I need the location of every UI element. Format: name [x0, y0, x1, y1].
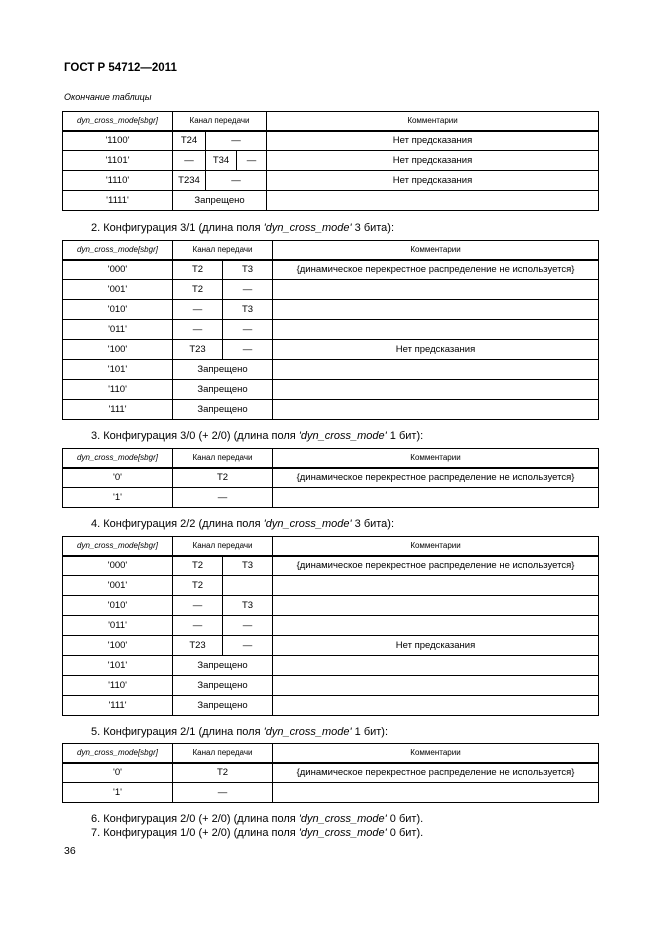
cell-comment — [273, 488, 599, 508]
table-row — [63, 636, 599, 656]
cell-comment — [267, 191, 599, 211]
cell-channel: — — [173, 300, 223, 320]
cell-channel: — — [223, 280, 273, 300]
table-config-3-1 — [62, 240, 599, 420]
page-number: 36 — [64, 845, 76, 857]
section-2-heading: 2. Конфигурация 3/1 (длина поля 'dyn_cross_mode' 3 бита): — [91, 222, 395, 234]
cell-comment — [273, 320, 599, 340]
cell-channel: T3 — [223, 260, 273, 280]
cell-channel: T23 — [173, 340, 223, 360]
cell-channel: — — [206, 131, 267, 151]
cell-mode: '100' — [63, 636, 173, 656]
section-3-heading: 3. Конфигурация 3/0 (+ 2/0) (длина поля 'dyn_cross_mode' 1 бит): — [91, 430, 424, 442]
cell-mode: '0' — [63, 468, 173, 488]
cell-channel: — — [223, 616, 273, 636]
cell-comment — [273, 300, 599, 320]
header-channel: Канал передачи — [173, 112, 267, 131]
header-mode: dyn_cross_mode[sbgr] — [63, 241, 173, 260]
cell-channel: — — [223, 636, 273, 656]
cell-mode: '101' — [63, 656, 173, 676]
cell-comment — [273, 596, 599, 616]
table-row — [63, 656, 599, 676]
table-row — [63, 488, 599, 508]
header-comments: Комментарии — [267, 112, 599, 131]
header-channel: Канал передачи — [173, 449, 273, 468]
cell-comment — [273, 576, 599, 596]
cell-channel: T2 — [173, 280, 223, 300]
cell-channel: — — [173, 151, 206, 171]
cell-channel: — — [237, 151, 267, 171]
header-channel: Канал передачи — [173, 537, 273, 556]
cell-channel: — — [173, 320, 223, 340]
cell-channel: T2 — [173, 763, 273, 783]
cell-channel: T2 — [173, 260, 223, 280]
table-row — [63, 300, 599, 320]
header-mode: dyn_cross_mode[sbgr] — [63, 112, 173, 131]
cell-mode: '0' — [63, 763, 173, 783]
table-row — [63, 763, 599, 783]
cell-mode: '100' — [63, 340, 173, 360]
cell-comment: Нет предсказания — [267, 131, 599, 151]
cell-channel: Запрещено — [173, 400, 273, 420]
cell-channel: — — [173, 616, 223, 636]
cell-channel: — — [173, 488, 273, 508]
table-row — [63, 320, 599, 340]
cell-channel: T3 — [223, 556, 273, 576]
cell-comment — [273, 783, 599, 803]
cell-comment — [273, 400, 599, 420]
cell-mode: '1111' — [63, 191, 173, 211]
cell-mode: '011' — [63, 616, 173, 636]
cell-comment — [273, 360, 599, 380]
document-standard-title: ГОСТ Р 54712—2011 — [64, 62, 177, 74]
table-row — [63, 676, 599, 696]
cell-channel: T3 — [223, 300, 273, 320]
table-row — [63, 696, 599, 716]
cell-mode: '000' — [63, 556, 173, 576]
cell-mode: '1' — [63, 783, 173, 803]
cell-channel: Запрещено — [173, 696, 273, 716]
cell-channel: T34 — [206, 151, 237, 171]
cell-comment — [273, 676, 599, 696]
header-channel: Канал передачи — [173, 241, 273, 260]
table-row — [63, 340, 599, 360]
cell-channel: T24 — [173, 131, 206, 151]
table-row — [63, 260, 599, 280]
header-mode: dyn_cross_mode[sbgr] — [63, 744, 173, 763]
table-row — [63, 616, 599, 636]
cell-mode: '111' — [63, 400, 173, 420]
cell-channel: T2 — [173, 556, 223, 576]
cell-channel: T2 — [173, 468, 273, 488]
cell-channel: T3 — [223, 596, 273, 616]
header-channel: Канал передачи — [173, 744, 273, 763]
cell-channel: T234 — [173, 171, 206, 191]
cell-channel: Запрещено — [173, 191, 267, 211]
table-row — [63, 280, 599, 300]
table-row — [63, 783, 599, 803]
cell-mode: '111' — [63, 696, 173, 716]
cell-mode: '000' — [63, 260, 173, 280]
cell-mode: '1101' — [63, 151, 173, 171]
section-4-heading: 4. Конфигурация 2/2 (длина поля 'dyn_cross_mode' 3 бита): — [91, 518, 395, 530]
cell-mode: '110' — [63, 380, 173, 400]
cell-comment — [273, 696, 599, 716]
cell-mode: '101' — [63, 360, 173, 380]
header-comments: Комментарии — [273, 744, 599, 763]
cell-mode: '010' — [63, 300, 173, 320]
table-row — [63, 131, 599, 151]
section-5-heading: 5. Конфигурация 2/1 (длина поля 'dyn_cross_mode' 1 бит): — [91, 726, 389, 738]
table-row — [63, 576, 599, 596]
cell-comment — [273, 656, 599, 676]
cell-channel: — — [206, 171, 267, 191]
cell-comment: Нет предсказания — [267, 151, 599, 171]
header-mode: dyn_cross_mode[sbgr] — [63, 449, 173, 468]
cell-comment — [273, 280, 599, 300]
cell-comment: {динамическое перекрестное распределение не используется} — [273, 260, 599, 280]
table-row — [63, 191, 599, 211]
table-row — [63, 380, 599, 400]
cell-comment: Нет предсказания — [273, 636, 599, 656]
table-config-2-2 — [62, 536, 599, 716]
cell-channel: Запрещено — [173, 380, 273, 400]
section-7-text: 7. Конфигурация 1/0 (+ 2/0) (длина поля 'dyn_cross_mode' 0 бит). — [91, 827, 424, 839]
header-comments: Комментарии — [273, 537, 599, 556]
table-config-2-1 — [62, 743, 599, 803]
cell-mode: '110' — [63, 676, 173, 696]
table-row — [63, 556, 599, 576]
cell-channel: — — [173, 783, 273, 803]
cell-mode: '1100' — [63, 131, 173, 151]
cell-comment: {динамическое перекрестное распределение не используется} — [273, 468, 599, 488]
section-6-text: 6. Конфигурация 2/0 (+ 2/0) (длина поля 'dyn_cross_mode' 0 бит). — [91, 813, 424, 825]
cell-channel: — — [173, 596, 223, 616]
cell-channel: T2 — [173, 576, 223, 596]
header-comments: Комментарии — [273, 241, 599, 260]
cell-mode: '1' — [63, 488, 173, 508]
cell-channel: — — [223, 320, 273, 340]
cell-mode: '010' — [63, 596, 173, 616]
cell-comment: Нет предсказания — [273, 340, 599, 360]
table-row — [63, 151, 599, 171]
cell-comment — [273, 616, 599, 636]
cell-mode: '1110' — [63, 171, 173, 191]
cell-channel: Запрещено — [173, 656, 273, 676]
cell-mode: '001' — [63, 576, 173, 596]
cell-channel: Запрещено — [173, 676, 273, 696]
table-row — [63, 360, 599, 380]
cell-mode: '001' — [63, 280, 173, 300]
table-row — [63, 400, 599, 420]
cell-channel: T23 — [173, 636, 223, 656]
table-row — [63, 596, 599, 616]
cell-channel — [223, 576, 273, 596]
table-row — [63, 468, 599, 488]
table-row — [63, 171, 599, 191]
table-continuation-label: Окончание таблицы — [64, 92, 152, 102]
cell-comment: Нет предсказания — [267, 171, 599, 191]
cell-comment: {динамическое перекрестное распределение не используется} — [273, 763, 599, 783]
header-comments: Комментарии — [273, 449, 599, 468]
cell-mode: '011' — [63, 320, 173, 340]
cell-channel: — — [223, 340, 273, 360]
table-config-3-0 — [62, 448, 599, 508]
header-mode: dyn_cross_mode[sbgr] — [63, 537, 173, 556]
table-end-of-previous — [62, 111, 599, 211]
cell-comment — [273, 380, 599, 400]
cell-comment: {динамическое перекрестное распределение не используется} — [273, 556, 599, 576]
cell-channel: Запрещено — [173, 360, 273, 380]
